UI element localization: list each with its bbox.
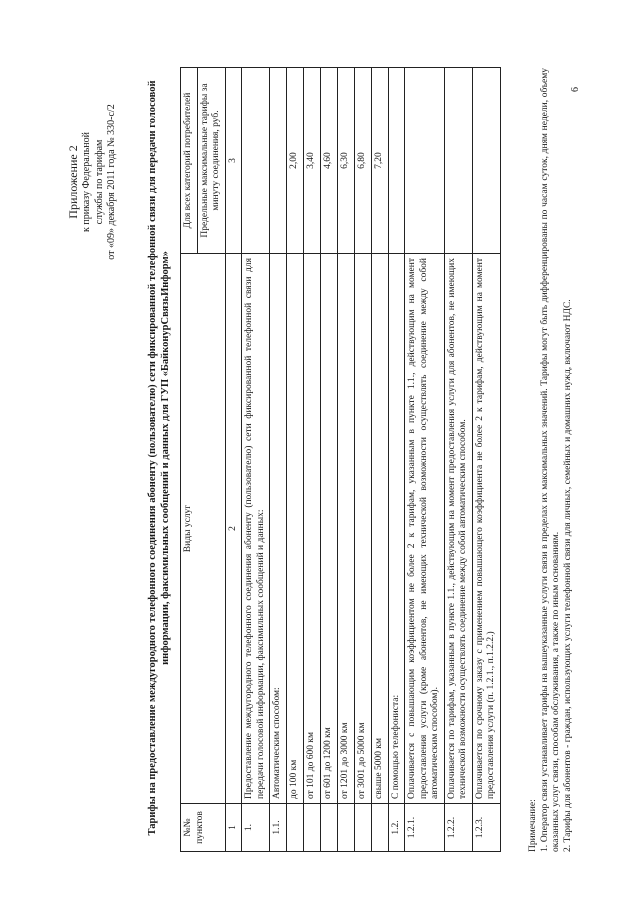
distance-band: от 1201 до 3000 км (337, 254, 354, 804)
distance-band: от 101 до 600 км (303, 254, 320, 804)
tariff-value: 7,20 (371, 68, 388, 254)
tariff-value: 3,40 (303, 68, 320, 254)
row-number (303, 804, 320, 852)
column-number: 1 (225, 804, 242, 852)
service-text: Автоматическим способом: (270, 254, 287, 804)
row-number: 1.1. (270, 804, 287, 852)
table-row (303, 68, 320, 852)
row-number: 1.2. (388, 804, 405, 852)
tariff-table (180, 67, 501, 852)
table-row (444, 68, 472, 852)
tariff-value: 4,60 (320, 68, 337, 254)
table-row (354, 68, 371, 852)
table-row (320, 68, 337, 852)
row-number: 1.2.1. (405, 804, 445, 852)
header-item-number: №№ пунктов (181, 804, 226, 852)
table-row (270, 68, 287, 852)
table-row (286, 68, 303, 852)
approval-date: от «09» декабря 2011 года № 330-с/2 (106, 104, 117, 260)
approval-line: службы по тарифам (93, 139, 105, 225)
tariff-value: 6,80 (354, 68, 371, 254)
service-text: С помощью телефониста: (388, 254, 405, 804)
approval-block (66, 72, 119, 292)
table-row (472, 68, 500, 852)
column-number: 2 (225, 254, 242, 804)
approval-line: к приказу Федеральной (81, 132, 92, 232)
distance-band: свыше 5000 км (371, 254, 388, 804)
note-item: 2. Тарифы для абонентов - граждан, использующих услуги телефонной связи для личных, семейных и домашних нужд, включают НДС. (562, 299, 573, 852)
row-number (354, 804, 371, 852)
row-number (371, 804, 388, 852)
service-text: Оплачивается по тарифам, указанным в пункте 1.1., действующим на момент предоставления услуги для абонентов, не имеющих технической возможности осуществлять соединение между собой автоматическим способом. (444, 254, 472, 804)
service-text: Оплачивается по срочному заказу с применением повышающего коэффициента не более 2 к тарифам, действующим на момент предоставления услуги (п. 1.2.1., п.1.2.2.) (472, 254, 500, 804)
table-row (388, 68, 405, 852)
table-row (242, 68, 270, 852)
table-row (371, 68, 388, 852)
column-number: 3 (225, 68, 242, 254)
tariff-value (405, 68, 445, 254)
page-title: Тарифы на предоставление междугородного телефонного соединения абоненту (пользователю) сети фиксированной телефонной связи для передачи голосовой информации, факсимильных сообщений и данных для ГУП «БайконурСвязьИнформ» (147, 80, 171, 836)
row-number: 1.2.3. (472, 804, 500, 852)
tariff-value (444, 68, 472, 254)
column-number-row (225, 68, 242, 852)
row-number: 1.2.2. (444, 804, 472, 852)
document-sheet (50, 52, 590, 852)
page-number: 6 (570, 87, 581, 92)
service-text: Оплачивается с повышающим коэффициентом не более 2 к тарифам, указанным в пункте 1.1., действующим на момент предоставления услуги (кроме абонентов, не имеющих технической возможности осуществлять соединение между собой автоматическим способом). (405, 254, 445, 804)
notes-heading: Примечание: (528, 799, 538, 852)
header-max-tariff: Предельные максимальные тарифы за минуту соединения, руб. (197, 68, 225, 254)
table-header-row (181, 68, 198, 852)
header-service-type: Виды услуг (181, 254, 226, 804)
note-item: 1. Оператор связи устанавливает тарифы на вышеуказанные услуги связи в пределах их максимальных значений. Тарифы могут быть дифференцированы по часам суток, дням недели, объему оказанных услуг связи, способам обслуживания, а также по иным основаниям. (539, 68, 561, 852)
service-text: Предоставление междугородного телефонного соединения абоненту (пользователю) сети фиксированной телефонной связи для передачи голосовой информации, факсимильных сообщений и данных: (242, 254, 270, 804)
approval-title: Приложение 2 (66, 145, 80, 219)
header-consumer-group: Для всех категорий потребителей (181, 68, 198, 254)
notes-section (528, 68, 574, 852)
table-row (337, 68, 354, 852)
tariff-value (388, 68, 405, 254)
distance-band: до 100 км (286, 254, 303, 804)
tariff-value (270, 68, 287, 254)
row-number (286, 804, 303, 852)
tariff-value (242, 68, 270, 254)
tariff-value (472, 68, 500, 254)
distance-band: от 3001 до 5000 км (354, 254, 371, 804)
table-row (405, 68, 445, 852)
tariff-value: 6,30 (337, 68, 354, 254)
tariff-value: 2,00 (286, 68, 303, 254)
row-number: 1. (242, 804, 270, 852)
distance-band: от 601 до 1200 км (320, 254, 337, 804)
row-number (320, 804, 337, 852)
row-number (337, 804, 354, 852)
